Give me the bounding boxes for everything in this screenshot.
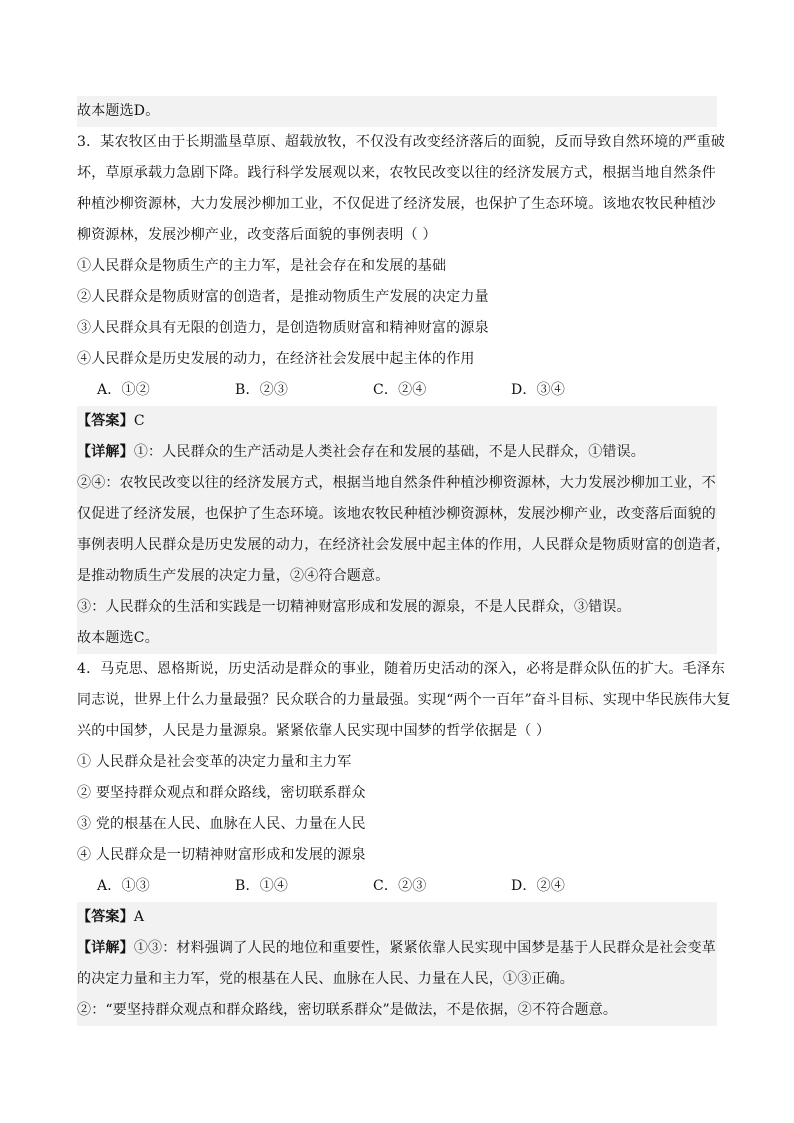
detail-label: 【详解】 (77, 444, 134, 460)
statement-4: ④人民群众是历史发展的动力，在经济社会发展中起主体的作用 (77, 351, 475, 367)
detail-q3-line: 事例表明人民群众是历史发展的动力，在经济社会发展中起主体的作用，人民群众是物质财富的创造者， (77, 530, 717, 561)
detail-q3-line: 是推动物质生产发展的决定力量，②④符合题意。 (77, 561, 717, 592)
options-q3 (77, 375, 717, 406)
question-4-text: 兴的中国梦，人民是力量源泉。紧紧依靠人民实现中国梦的哲学依据是（ ） (77, 723, 551, 739)
option-b: B．①④ (235, 878, 289, 894)
detail-q4-line (77, 933, 717, 964)
question-3-text: 坏，草原承载力急剧下降。践行科学发展观以来，农牧民改变以往的经济发展方式，根据当地自然条件 (77, 165, 716, 181)
option-b: B．②③ (235, 382, 289, 398)
answer-value: C (133, 413, 145, 429)
question-4-text: 同志说，世界上什么力量最强？民众联合的力量最强。实现“两个一百年”奋斗目标、实现中华民族伟大复 (77, 692, 731, 708)
question-3-text: 种植沙柳资源林，大力发展沙柳加工业，不仅促进了经济发展，也保护了生态环境。该地农牧民种植沙 (77, 196, 716, 212)
option-d: D．③④ (511, 382, 566, 398)
text-line: 故本题选D。 (77, 96, 717, 127)
answer-q4 (77, 902, 717, 933)
statement-2: ② 要坚持群众观点和群众路线，密切联系群众 (77, 785, 366, 801)
statement-3: ③人民群众具有无限的创造力，是创造物质财富和精神财富的源泉 (77, 320, 489, 336)
option-c: C．②④ (373, 382, 427, 398)
answer-value: A (133, 909, 145, 925)
question-3-text: 柳资源林，发展沙柳产业，改变落后面貌的事例表明（ ） (77, 227, 437, 243)
detail-label: 【详解】 (77, 940, 134, 956)
statement-1: ① 人民群众是社会变革的决定力量和主力军 (77, 754, 352, 770)
question-3-text: 3．某农牧区由于长期滥垦草原、超载放牧，不仅没有改变经济落后的面貌，反而导致自然环境的严重破 (77, 134, 726, 150)
detail-q3-line (77, 437, 717, 468)
question-4-text: 4．马克思、恩格斯说，历史活动是群众的事业，随着历史活动的深入，必将是群众队伍的扩大。毛泽东 (77, 661, 726, 677)
detail-q4-line: 的决定力量和主力军，党的根基在人民、血脉在人民、力量在人民，①③正确。 (77, 964, 717, 995)
detail-text: ①：人民群众的生产活动是人类社会存在和发展的基础，不是人民群众，①错误。 (133, 444, 646, 460)
answer-label: 【答案】 (77, 909, 134, 925)
answer-q3 (77, 406, 717, 437)
statement-3: ③ 党的根基在人民、血脉在人民、力量在人民 (77, 816, 366, 832)
statement-2: ②人民群众是物质财富的创造者，是推动物质生产发展的决定力量 (77, 289, 489, 305)
detail-q3-line: 故本题选C。 (77, 623, 717, 654)
document-page (77, 96, 731, 1026)
statement-4: ④ 人民群众是一切精神财富形成和发展的源泉 (77, 847, 366, 863)
answer-label: 【答案】 (77, 413, 134, 429)
detail-q4-line: ②：“要坚持群众观点和群众路线，密切联系群众”是做法，不是依据，②不符合题意。 (77, 995, 717, 1026)
option-a: A．①② (97, 382, 150, 398)
options-q4 (77, 871, 717, 902)
option-d: D．②④ (511, 878, 566, 894)
option-a: A．①③ (97, 878, 150, 894)
statement-1: ①人民群众是物质生产的主力军，是社会存在和发展的基础 (77, 258, 447, 274)
detail-q3-line: ③：人民群众的生活和实践是一切精神财富形成和发展的源泉，不是人民群众，③错误。 (77, 592, 717, 623)
option-c: C．②③ (373, 878, 427, 894)
detail-text: ①③：材料强调了人民的地位和重要性，紧紧依靠人民实现中国梦是基于人民群众是社会变革 (133, 940, 717, 956)
detail-q3-line: 仅促进了经济发展，也保护了生态环境。该地农牧民种植沙柳资源林，发展沙柳产业，改变落后面貌的 (77, 499, 717, 530)
detail-q3-line: ②④：农牧民改变以往的经济发展方式，根据当地自然条件种植沙柳资源林，大力发展沙柳加工业，不 (77, 468, 717, 499)
